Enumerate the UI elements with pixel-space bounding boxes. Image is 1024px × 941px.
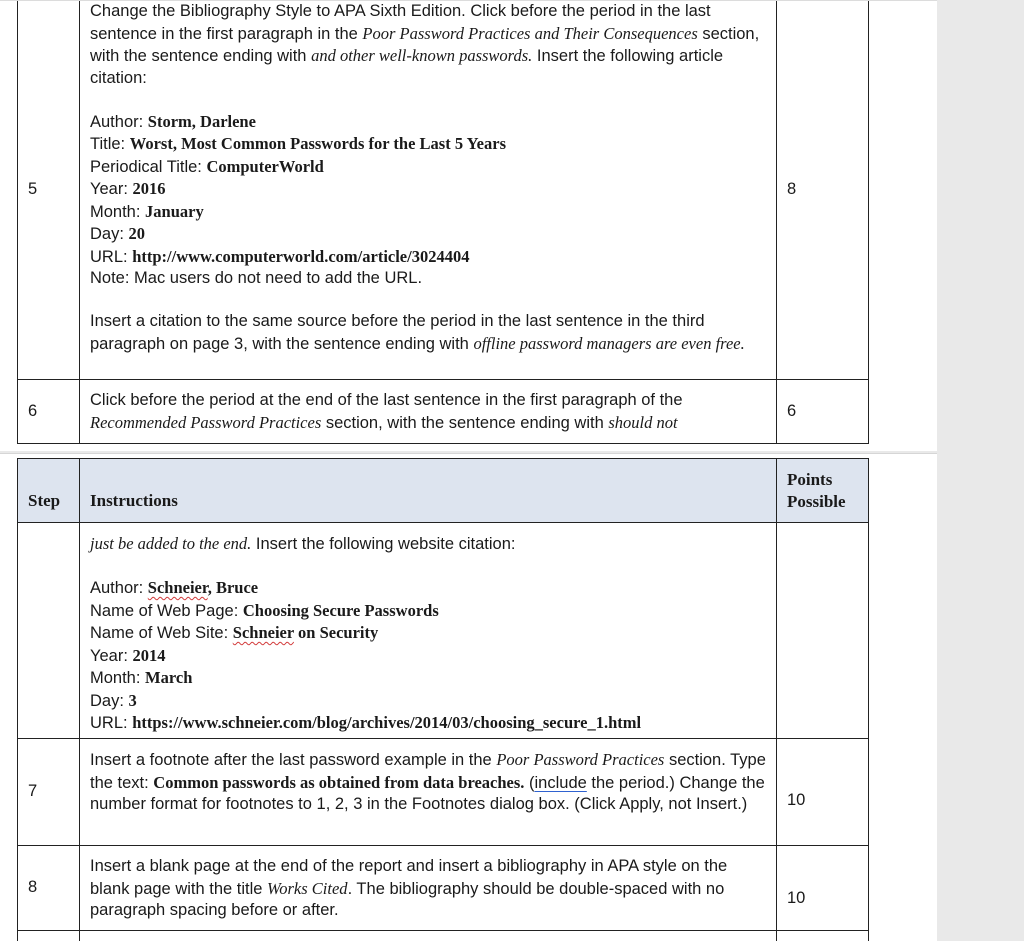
step-number: 6 (18, 380, 80, 444)
step-number-empty (18, 523, 80, 739)
instruction-paragraph: Change the Bibliography Style to APA Sixth Edition. Click before the period in the last sentence in the first paragraph in the Poor Password Practices and Their Consequences section, with the sentence ending with and other well-known passwords. Insert the following article citation: (90, 2, 760, 87)
table-row-step-8 (18, 846, 869, 931)
points-value: 6 (777, 380, 869, 444)
step-number: 7 (18, 739, 80, 846)
instruction-cell: Insert a blank page at the end of the report and insert a bibliography in APA style on the blank page with the title Works Cited. The bibliography should be double-spaced with no paragraph spacing before or after. (80, 846, 777, 931)
article-citation: Author: Storm, Darlene Title: Worst, Most Common Passwords for the Last 5 Years Periodical Title: ComputerWorld Year: 2016 Month: January Day: 20 URL: http://www.computerworld.com/article/3024404 Note: Mac users do not need to add the URL. (90, 111, 506, 287)
table-row-step-6 (18, 380, 869, 444)
document-page-2 (0, 453, 937, 941)
document-page-1 (0, 0, 937, 451)
table-header-row (18, 459, 869, 523)
grammar-flagged-word: include (534, 773, 587, 792)
step-number: 5 (18, 0, 80, 380)
instruction-cell: Click before the period at the end of the last sentence in the first paragraph of the Recommended Password Practices section, with the sentence ending with should not (80, 380, 777, 444)
instruction-cell: Insert a footnote after the last password example in the Poor Password Practices section. Type the text: Common passwords as obtained from data breaches. (include the period.) Change the number format for footnotes to 1, 2, 3 in the Footnotes dialog box. (Click Apply, not Insert.) (80, 739, 777, 846)
instruction-paragraph: Insert a citation to the same source before the period in the last sentence in the third paragraph on page 3, with the sentence ending with offline password managers are even free. (90, 312, 745, 353)
step-number: 8 (18, 846, 80, 931)
points-value: 10 (777, 846, 869, 931)
instructions-table-page-1 (17, 0, 869, 444)
header-instructions: Instructions (80, 459, 777, 523)
header-points-possible: Points Possible (777, 459, 869, 523)
table-row-step-5 (18, 0, 869, 380)
table-row-step-6-continued (18, 523, 869, 739)
header-step: Step (18, 459, 80, 523)
points-value-empty (777, 523, 869, 739)
table-row-next (18, 931, 869, 941)
instructions-table-page-2 (17, 458, 869, 941)
website-citation: Author: Schneier, Bruce Name of Web Page: Choosing Secure Passwords Name of Web Site: Schneier on Security Year: 2014 Month: March Day: 3 URL: https://www.schneier.com/blog/archives/2014/03/choosing_secure_1.html (90, 578, 642, 732)
points-value: 8 (777, 0, 869, 380)
instruction-cell (80, 0, 777, 380)
points-value: 10 (777, 739, 869, 846)
table-row-step-7 (18, 739, 869, 846)
instruction-cell: just be added to the end. Insert the following website citation: Author: Schneier, Bruce Name of Web Page: Choosing Secure Passwords Name of Web Site: Schneier on Security Year: 2014 Month: March Day: 3 URL: https://www.schneier.com/blog/archives/2014/03/choosing_secure_1.html (80, 523, 777, 739)
